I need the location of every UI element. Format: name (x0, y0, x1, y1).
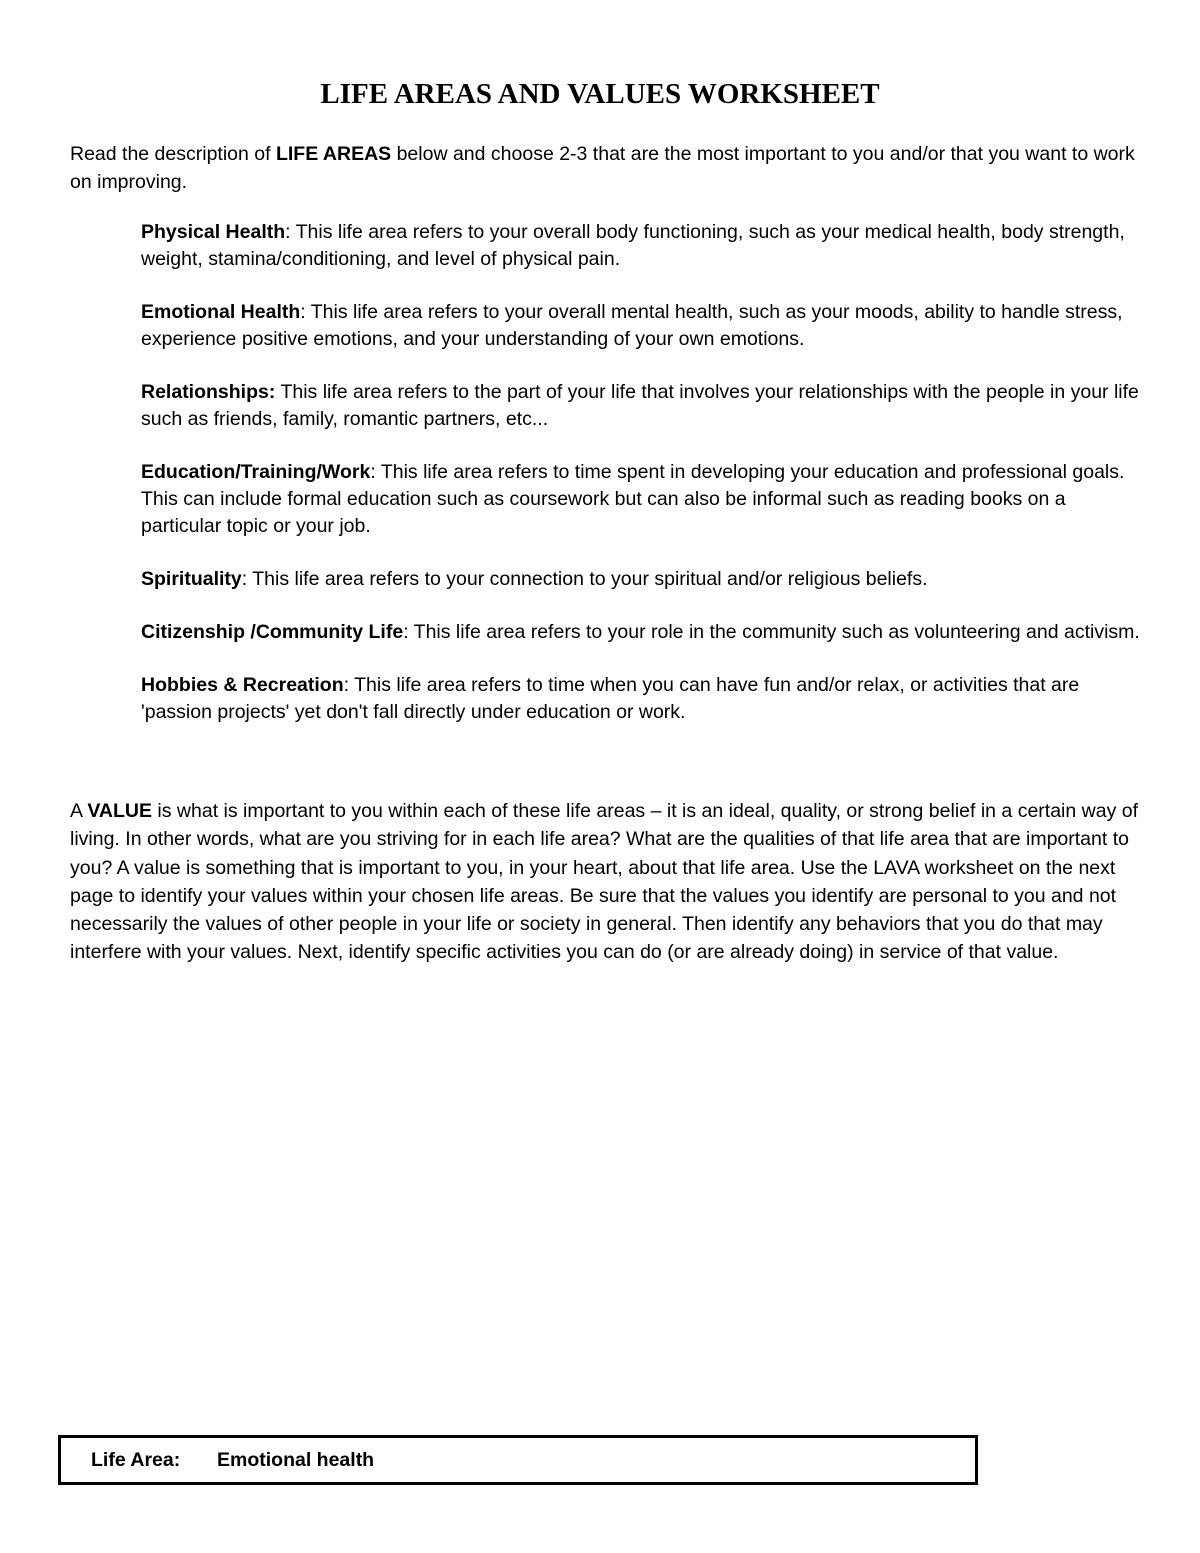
life-area-label: Life Area: (91, 1449, 181, 1471)
life-area-separator: : (285, 221, 296, 243)
life-area-name: Citizenship /Community Life (141, 621, 404, 643)
intro-text-after: below and choose 2-3 that are the most important to you and/or that you want to work on improving. (70, 143, 1135, 193)
life-area-item (141, 619, 1141, 646)
life-area-description: This life area refers to your overall mental health, such as your moods, ability to handle stress, experience positive emotions, and your understanding of your own emotions. (141, 301, 1123, 350)
value-bold-word: VALUE (87, 800, 153, 822)
life-area-separator: : (370, 461, 381, 483)
life-area-box (58, 1435, 978, 1485)
life-areas-list (141, 219, 1141, 752)
value-text-after: is what is important to you within each of these life areas – it is an ideal, quality, or strong belief in a certain way of living. In other words, what are you striving for in each life area? What are the qualities of that life area that are important to you? A value is something that is important to you, in your heart, about that life area. Use the LAVA worksheet on the next page to identify your values within your chosen life areas. Be sure that the values you identify are personal to you and not necessarily the values of other people in your life or society in general. Then identify any behaviors that you do that may interfere with your values. Next, identify specific activities you can do (or are already doing) in service of that value. (70, 800, 1138, 964)
life-area-name: Spirituality (141, 568, 242, 590)
life-area-separator: : (343, 674, 355, 696)
life-area-description: This life area refers to time when you can have fun and/or relax, or activities that are 'passion projects' yet don't fall directly under education or work. (141, 674, 1080, 723)
life-area-item (141, 672, 1141, 726)
life-area-name: Emotional Health (141, 301, 301, 323)
life-area-separator: : (300, 301, 311, 323)
life-area-name: Physical Health (141, 221, 286, 243)
intro-text-before: Read the description of (70, 143, 276, 165)
intro-bold-life-areas: LIFE AREAS (275, 143, 392, 165)
life-area-item (141, 299, 1141, 353)
life-area-separator: : (403, 621, 414, 643)
life-area-name: Education/Training/Work (141, 461, 371, 483)
value-definition-paragraph (70, 797, 1140, 967)
value-text-before: A (70, 800, 88, 822)
intro-paragraph (70, 140, 1145, 196)
life-area-name: Relationships: (141, 381, 276, 403)
life-area-separator: : (241, 568, 253, 590)
life-area-description: This life area refers to your connection to your spiritual and/or religious beliefs. (252, 568, 928, 590)
life-area-description: This life area refers to your role in the community such as volunteering and activism. (413, 621, 1140, 643)
page-title: LIFE AREAS AND VALUES WORKSHEET (320, 78, 880, 110)
life-area-description: This life area refers to your overall body functioning, such as your medical health, body strength, weight, stamina/conditioning, and level of physical pain. (141, 221, 1125, 270)
life-area-item (141, 566, 1141, 593)
life-area-value: Emotional health (217, 1449, 375, 1471)
life-area-item (141, 379, 1141, 433)
life-area-name: Hobbies & Recreation (141, 674, 344, 696)
life-area-item (141, 219, 1141, 273)
life-area-description: This life area refers to time spent in developing your education and professional goals. This can include formal education such as coursework but can also be informal such as reading books on a particular topic or your job. (141, 461, 1125, 537)
life-area-description: This life area refers to the part of your life that involves your relationships with the people in your life such as friends, family, romantic partners, etc... (141, 381, 1139, 430)
life-area-item (141, 459, 1141, 540)
